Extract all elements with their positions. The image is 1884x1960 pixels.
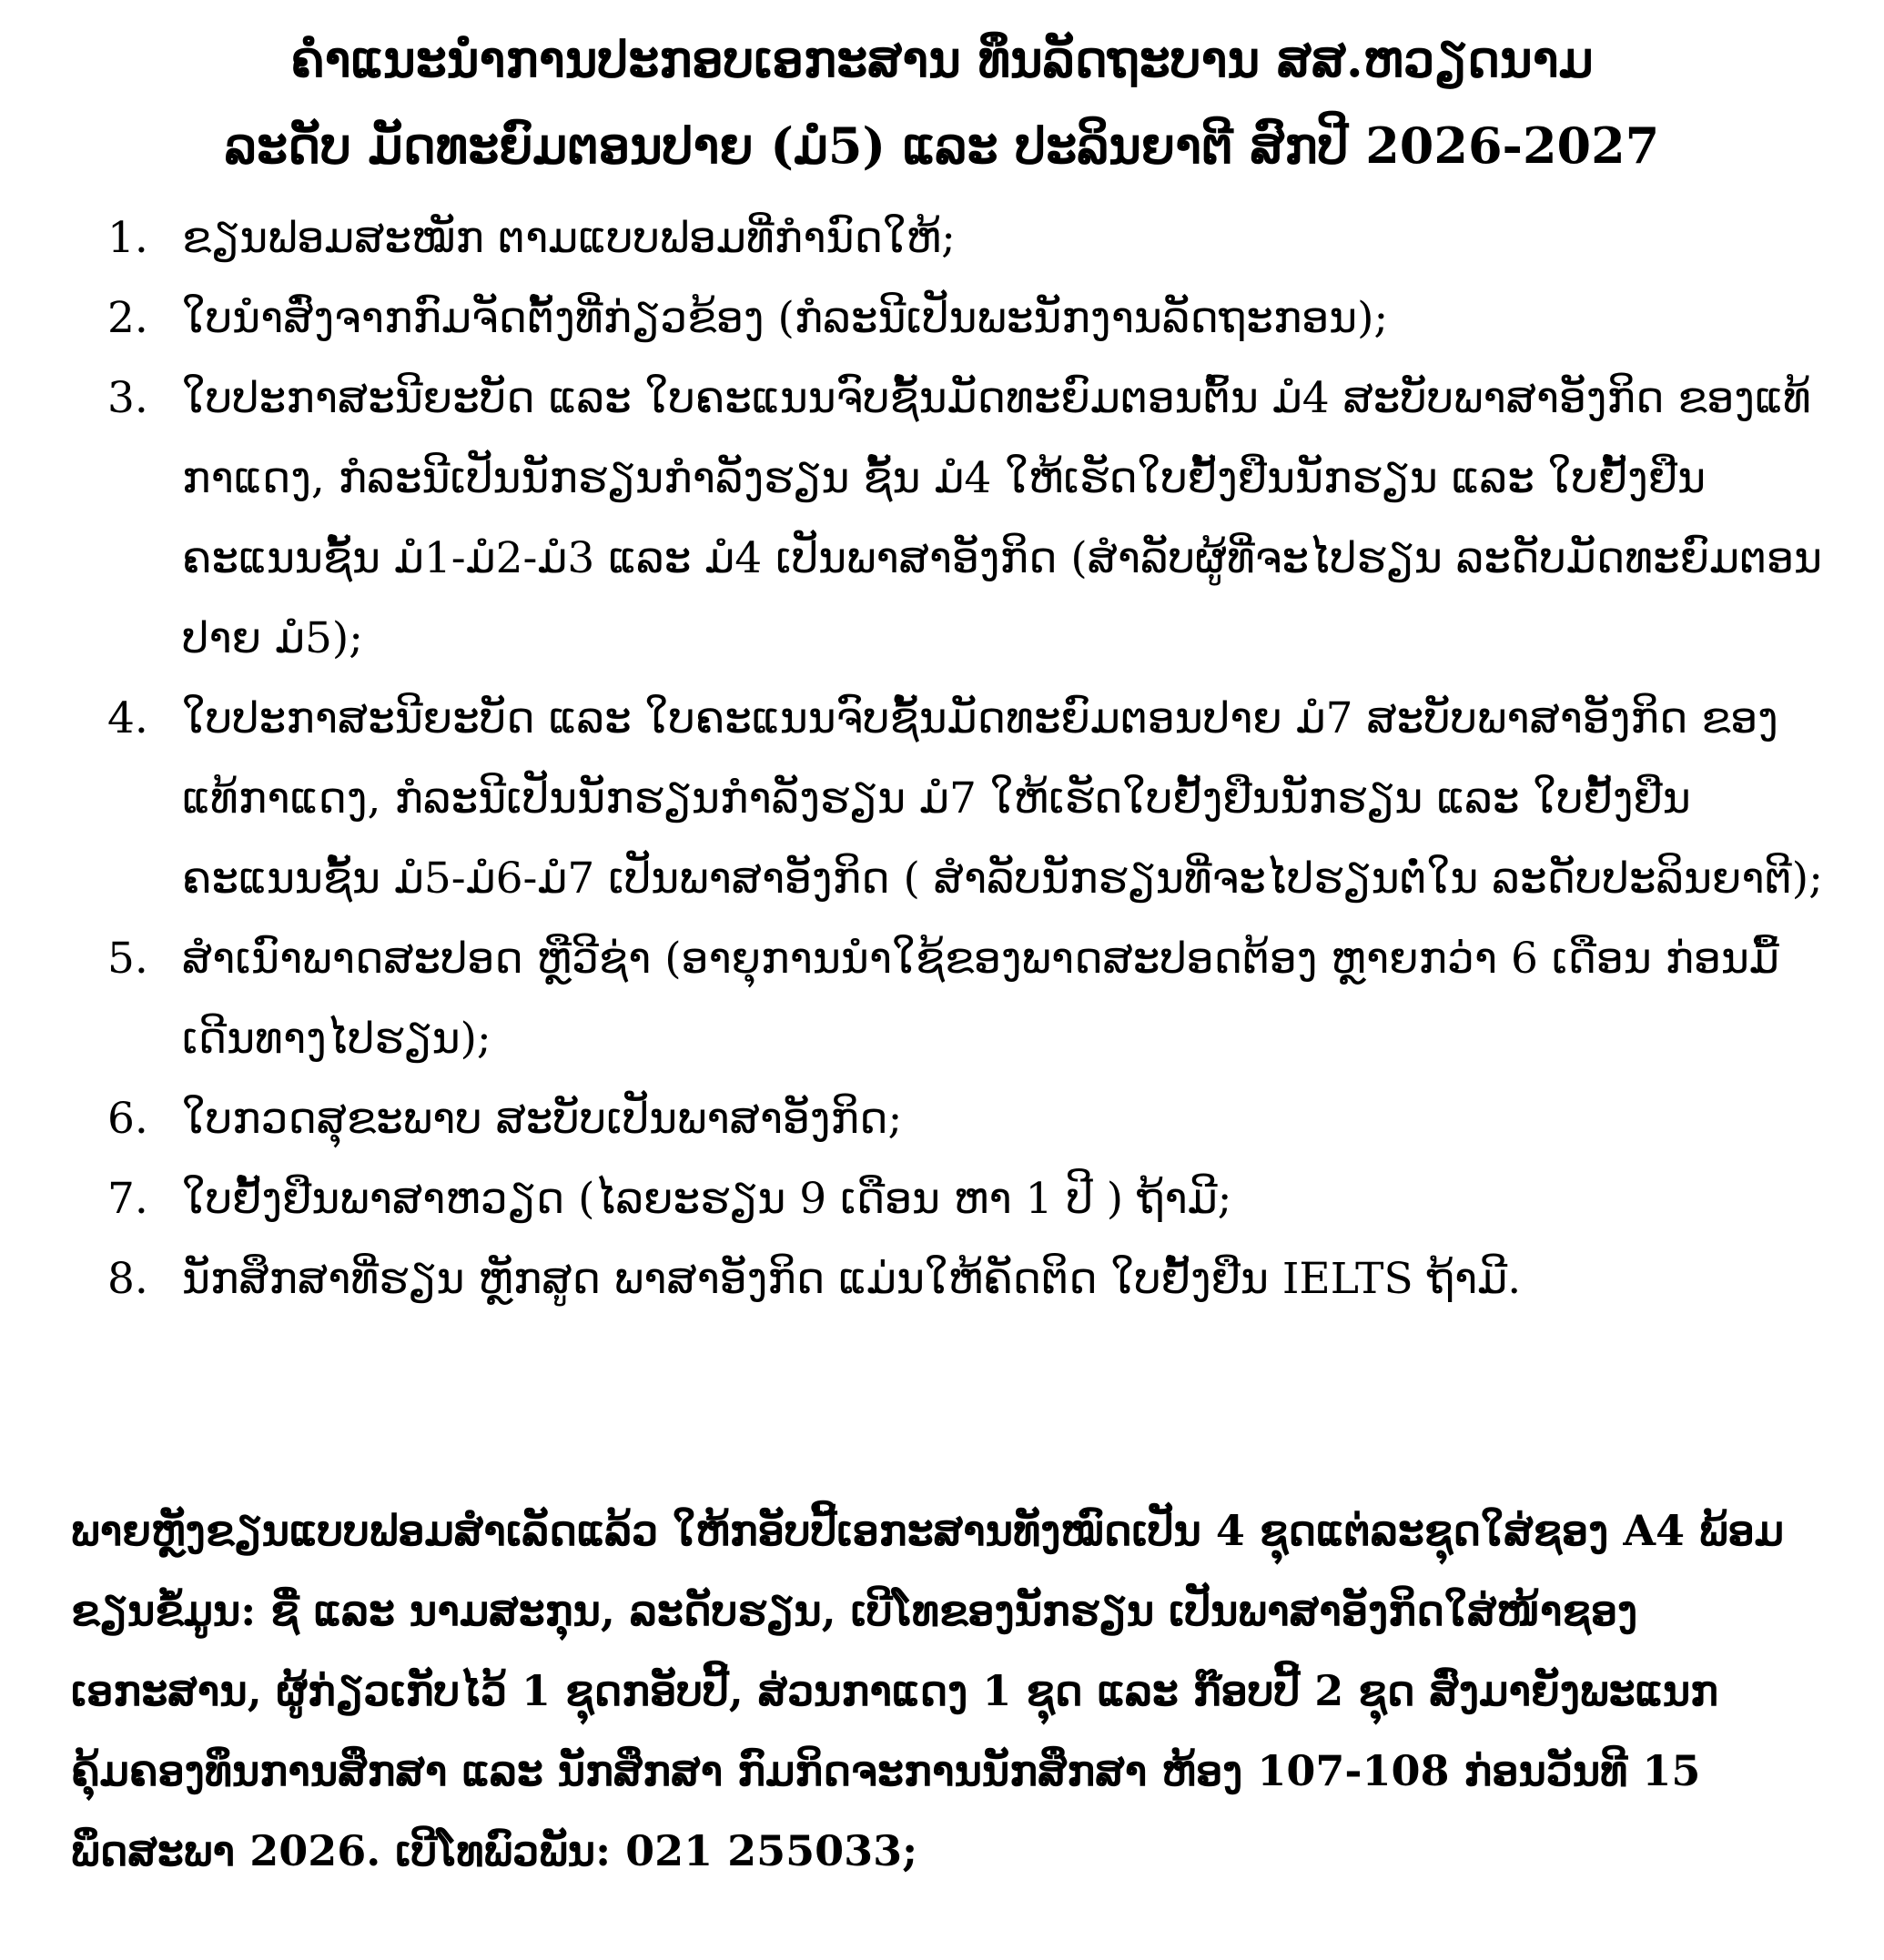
requirement-text: ໃບປະກາສະນີຍະບັດ ແລະ ໃບຄະແນນຈົບຊັ້ນມັດທະຍົມຕອນຕົ້ນ ມໍ4 ສະບັບພາສາອັງກິດ ຂອງແທ້ກາແດງ, ກໍລະນີເປັນນັກຮຽນກຳລັງຮຽນ ຊັ້ນ ມໍ4 ໃຫ້ເຮັດໃບຢັ້ງຢືນນັກຮຽນ ແລະ ໃບຢັ້ງຢືນຄະແນນຊັ້ນ ມໍ1-ມໍ2-ມໍ3 ແລະ ມໍ4 ເປັນພາສາອັງກິດ (ສຳລັບຜູ້ທີ່ຈະໄປຮຽນ ລະດັບມັດທະຍົມຕອນປາຍ ມໍ5);	[182, 373, 1822, 663]
requirement-item-4	[107, 679, 1837, 919]
requirement-number: 8.	[107, 1254, 148, 1304]
document-title	[0, 16, 1884, 189]
requirement-number: 1.	[107, 213, 148, 263]
requirement-text: ສຳເນົາພາດສະປອດ ຫຼືວີຊ່າ (ອາຍຸການນຳໃຊ້ຂອງພາດສະປອດຕ້ອງ ຫຼາຍກວ່າ 6 ເດືອນ ກ່ອນມື້ເດີນທາງໄປຮຽນ);	[182, 934, 1779, 1064]
requirement-number: 2.	[107, 293, 148, 343]
requirement-item-6	[107, 1079, 1837, 1159]
title-line-2: ລະດັບ ມັດທະຍົມຕອນປາຍ (ມໍ5) ແລະ ປະລິນຍາຕີ ສົກປີ 2026-2027	[224, 116, 1660, 175]
requirement-number: 6.	[107, 1094, 148, 1144]
requirement-item-8	[107, 1239, 1837, 1319]
requirement-text: ໃບກວດສຸຂະພາບ ສະບັບເປັນພາສາອັງກິດ;	[182, 1094, 903, 1144]
requirement-number: 3.	[107, 373, 148, 423]
requirement-text: ຂຽນຟອມສະໝັກ ຕາມແບບຟອມທີ່ກຳນົດໃຫ້;	[182, 213, 956, 263]
requirement-item-5	[107, 919, 1837, 1079]
requirement-text: ນັກສຶກສາທີ່ຮຽນ ຫຼັກສູດ ພາສາອັງກິດ ແມ່ນໃຫ້ຄັດຕິດ ໃບຢັ້ງຢືນ IELTS ຖ້າມີ.	[182, 1254, 1522, 1304]
requirement-text: ໃບຢັ້ງຢືນພາສາຫວຽດ (ໄລຍະຮຽນ 9 ເດືອນ ຫາ 1 ປີ ) ຖ້າມີ;	[182, 1174, 1232, 1224]
requirement-text: ໃບນຳສົ່ງຈາກກົມຈັດຕັ້ງທີ່ກ່ຽວຂ້ອງ (ກໍລະນີເປັນພະນັກງານລັດຖະກອນ);	[182, 293, 1389, 343]
requirement-number: 5.	[107, 934, 148, 984]
requirement-number: 7.	[107, 1174, 148, 1224]
submission-instructions: ພາຍຫຼັງຂຽນແບບຟອມສຳເລັດແລ້ວ ໃຫ້ກອັບປີ້ເອກະສານທັງໝົດເປັນ 4 ຊຸດແຕ່ລະຊຸດໃສ່ຊອງ A4 ພ້ອມຂຽນຂໍ້ມູນ: ຊື່ ແລະ ນາມສະກຸນ, ລະດັບຮຽນ, ເບີໂທຂອງນັກຮຽນ ເປັນພາສາອັງກິດໃສ່ໜ້າຊອງ ເອກະສານ, ຜູ້ກ່ຽວເກັບໄວ້ 1 ຊຸດກອັບປີ້, ສ່ວນກາແດງ 1 ຊຸດ ແລະ ກ໊ອບປີ້ 2 ຊຸດ ສົ່ງມາຍັງພະແນກ ຄຸ້ມຄອງທຶນການສຶກສາ ແລະ ນັກສຶກສາ ກົມກິດຈະການນັກສຶກສາ ຫ້ອງ 107-108 ກ່ອນວັນທີ 15 ພຶດສະພາ 2026. ເບີໂທພົວພັນ: 021 255033;	[71, 1506, 1785, 1875]
title-line-1: ຄຳແນະນຳການປະກອບເອກະສານ ທຶນລັດຖະບານ ສສ.ຫວຽດນາມ	[290, 30, 1594, 88]
requirement-text: ໃບປະກາສະນີຍະບັດ ແລະ ໃບຄະແນນຈົບຊັ້ນມັດທະຍົມຕອນປາຍ ມໍ7 ສະບັບພາສາອັງກິດ ຂອງແທ້ກາແດງ, ກໍລະນີເປັນນັກຮຽນກຳລັງຮຽນ ມໍ7 ໃຫ້ເຮັດໃບຢັ້ງຢືນນັກຮຽນ ແລະ ໃບຢັ້ງຢືນຄະແນນຊັ້ນ ມໍ5-ມໍ6-ມໍ7 ເປັນພາສາອັງກິດ ( ສຳລັບນັກຮຽນທີ່ຈະໄປຮຽນຕໍ່ໃນ ລະດັບປະລິນຍາຕີ);	[182, 693, 1823, 904]
requirement-number: 4.	[107, 693, 148, 743]
requirements-list	[107, 198, 1837, 1319]
requirement-item-7	[107, 1159, 1837, 1239]
requirement-item-2	[107, 278, 1837, 359]
requirement-item-3	[107, 359, 1837, 679]
requirement-item-1	[107, 198, 1837, 278]
